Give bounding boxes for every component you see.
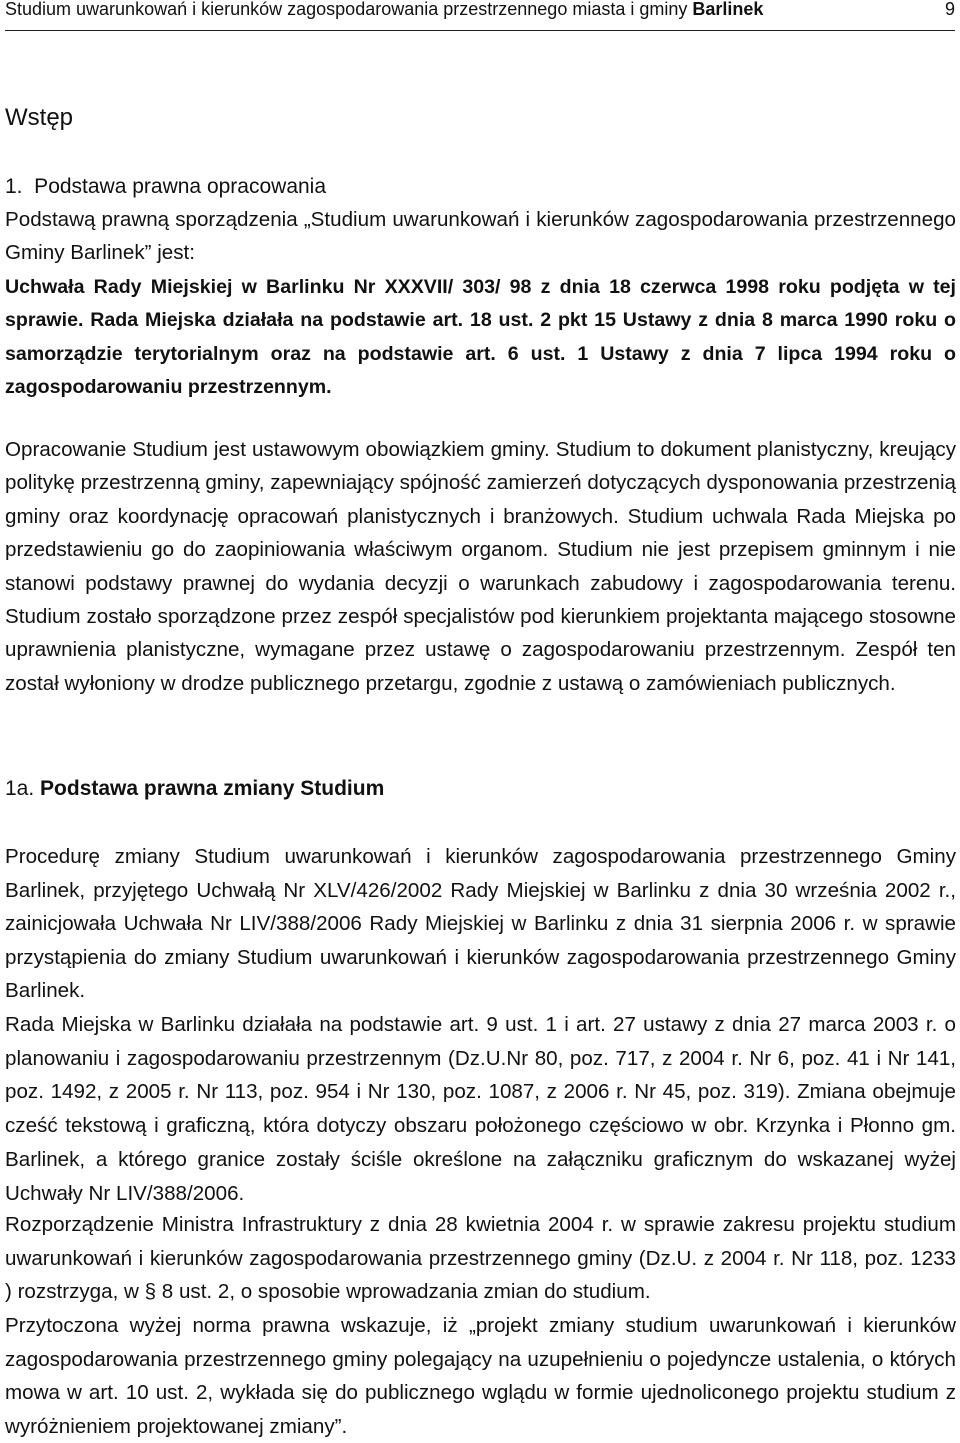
page-number: 9: [944, 0, 955, 19]
section-1-resolution: Uchwała Rady Miejskiej w Barlinku Nr XXXVII/ 303/ 98 z dnia 18 czerwca 1998 roku podjęta w tej sprawie. Rada Miejska działała na podstawie art. 18 ust. 2 pkt 15 Ustawy z dnia 8 marca 1990 roku o samorządzie terytorialnym oraz na podstawie art. 6 ust. 1 Ustawy z dnia 7 lipca 1994 roku o zagospodarowaniu przestrzennym.: [5, 276, 956, 398]
section-1-title: 1. Podstawa prawna opracowania: [5, 175, 327, 198]
section-1a-title-text: Podstawa prawna zmiany Studium: [34, 777, 385, 800]
section-1a-number: 1a.: [5, 777, 35, 800]
header-title-bold: Barlinek: [692, 0, 764, 19]
header-title: [5, 0, 763, 18]
section-1-intro: Podstawą prawną sporządzenia „Studium uwarunkowań i kierunków zagospodarowania przestrzennego Gminy Barlinek” jest:: [5, 208, 956, 265]
section-1a-title: [5, 775, 384, 803]
document-heading: Wstęp: [5, 104, 74, 131]
section-1-body: Opracowanie Studium jest ustawowym obowiązkiem gminy. Studium to dokument planistyczny, kreujący politykę przestrzenną gminy, zapewniający spójność zamierzeń dotyczących dysponowania przestrzenią gminy oraz koordynację opracowań planistycznych i branżowych. Studium uchwala Rada Miejska po przedstawieniu go do zaopiniowania właściwym organom. Studium nie jest przepisem gminnym i nie stanowi podstawy prawnej do wydania decyzji o warunkach zabudowy i zagospodarowania terenu. Studium zostało sporządzone przez zespół specjalistów pod kierunkiem projektanta mającego stosowne uprawnienia planistyczne, wymagane przez ustawę o zagospodarowaniu przestrzennym. Zespół ten został wyłoniony w drodze publicznego przetargu, zgodnie z ustawą o zamówieniach publicznych.: [5, 438, 956, 695]
section-1a-paragraph-1: Procedurę zmiany Studium uwarunkowań i kierunków zagospodarowania przestrzennego Gminy Barlinek, przyjętego Uchwałą Nr XLV/426/2002 Rady Miejskiej w Barlinku z dnia 30 września 2002 r., zainicjowała Uchwała Nr LIV/388/2006 Rady Miejskiej w Barlinku z dnia 31 sierpnia 2006 r. w sprawie przystąpienia do zmiany Studium uwarunkowań i kierunków zagospodarowania przestrzennego Gminy Barlinek.: [5, 845, 956, 1003]
header-title-text: Studium uwarunkowań i kierunków zagospodarowania przestrzennego miasta i gminy: [5, 0, 693, 19]
section-1a-paragraph-2: Rada Miejska w Barlinku działała na podstawie art. 9 ust. 1 i art. 27 ustawy z dnia 27 marca 2003 r. o planowaniu i zagospodarowaniu przestrzennym (Dz.U.Nr 80, poz. 717, z 2004 r. Nr 6, poz. 41 i Nr 141, poz. 1492, z 2005 r. Nr 113, poz. 954 i Nr 130, poz. 1087, z 2006 r. Nr 45, poz. 319). Zmiana obejmuje cześć tekstową i graficzną, która dotyczy obszaru położonego częściowo w obr. Krzynka i Płonno gm. Barlinek, a którego granice zostały ściśle określone na załączniku graficznym do wskazanej wyżej Uchwały Nr LIV/388/2006.: [5, 1013, 956, 1205]
running-header: [5, 0, 955, 31]
section-1a-paragraph-3: Rozporządzenie Ministra Infrastruktury z dnia 28 kwietnia 2004 r. w sprawie zakresu projektu studium uwarunkowań i kierunków zagospodarowania przestrzennego gminy (Dz.U. z 2004 r. Nr 118, poz. 1233 ) rozstrzyga, w § 8 ust. 2, o sposobie wprowadzania zmian do studium.: [5, 1213, 956, 1304]
section-1a-paragraph-4: Przytoczona wyżej norma prawna wskazuje, iż „projekt zmiany studium uwarunkowań i kierunków zagospodarowania przestrzennego gminy polegający na uzupełnieniu o pojedyncze ustalenia, o których mowa w art. 10 ust. 2, wykłada się do publicznego wglądu w formie ujednoliconego projektu studium z wyróżnieniem projektowanej zmiany”.: [5, 1314, 956, 1438]
